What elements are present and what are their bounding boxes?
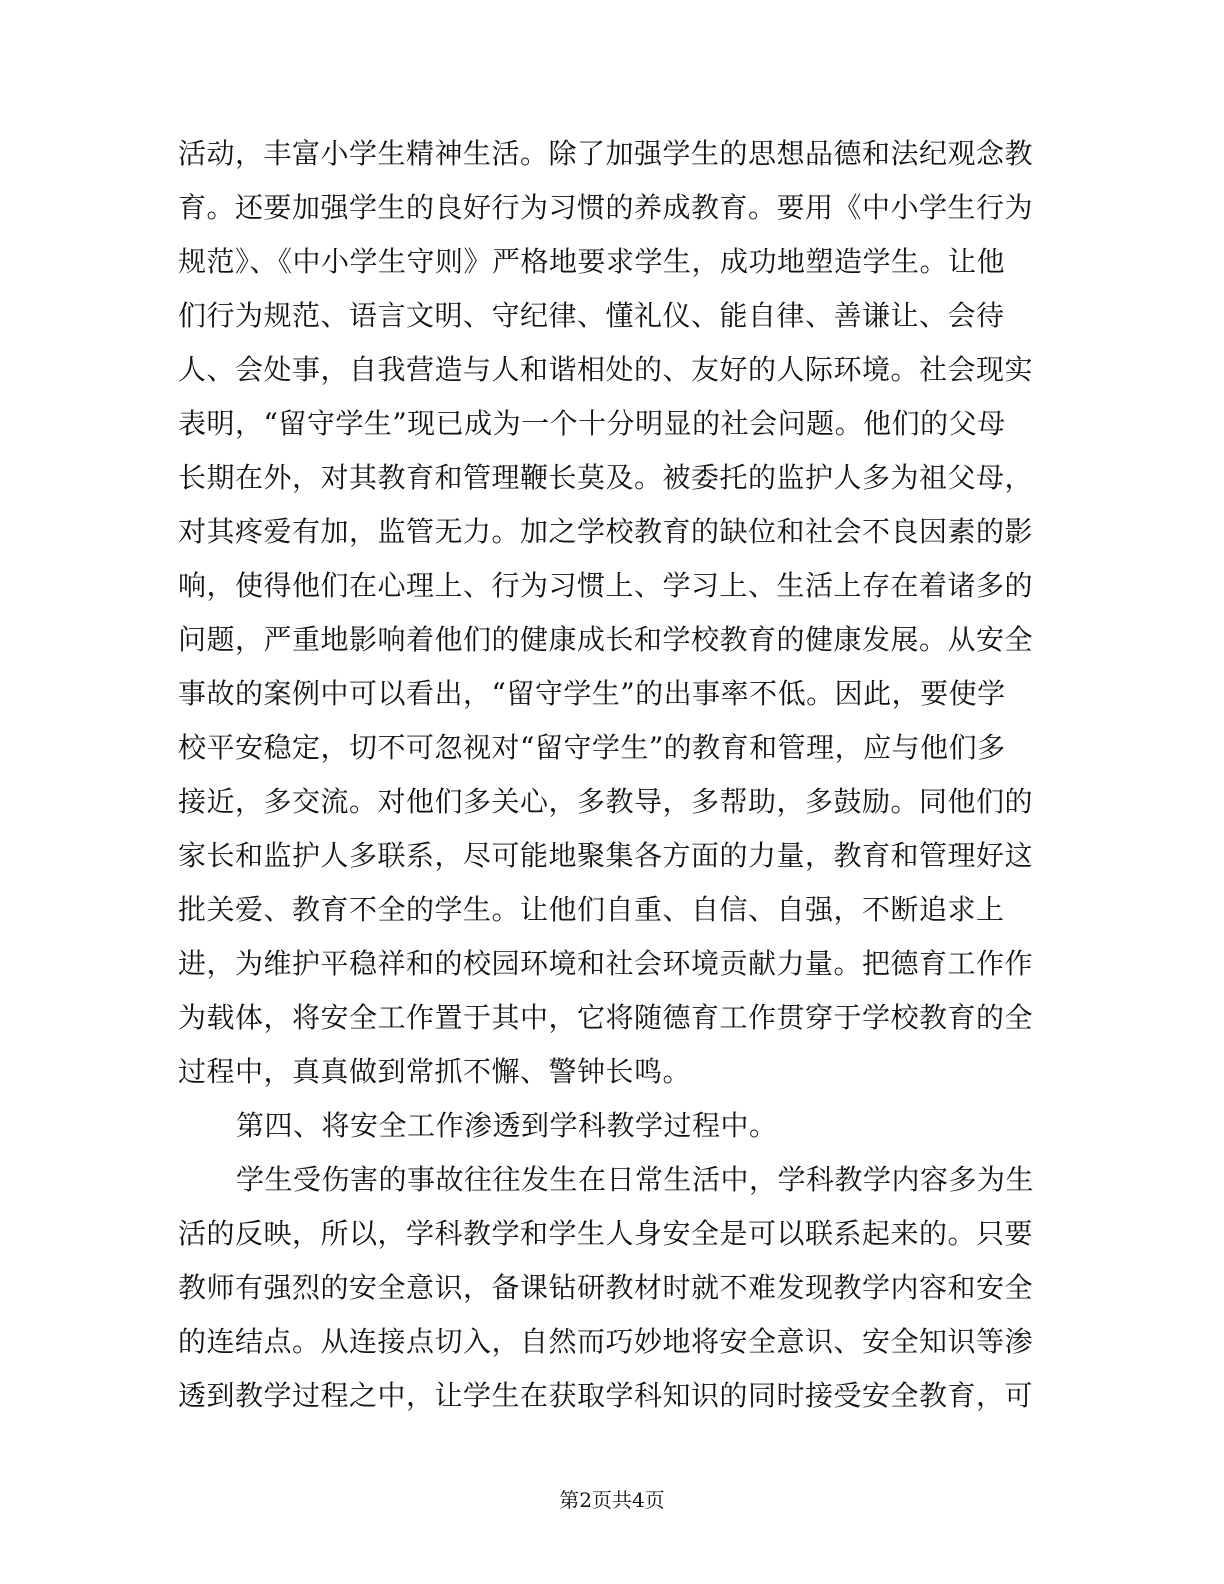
text-line: 过程中，真真做到常抓不懈、警钟长鸣。 [178,1055,692,1088]
text-line: 批关爱、教育不全的学生。让他们自重、自信、自强，不断追求上 [178,893,1005,926]
text-line: 响，使得他们在心理上、行为习惯上、学习上、生活上存在着诸多的 [178,569,1034,602]
page-number-footer: 第2页共4页 [559,1488,665,1512]
text-line: 规范》、《中小学生守则》严格地要求学生，成功地塑造学生。让他 [178,245,1006,278]
text-line: 育。还要加强学生的良好行为习惯的养成教育。要用《中小学生行为 [178,191,1034,224]
text-line: 家长和监护人多联系，尽可能地聚集各方面的力量，教育和管理好这 [178,839,1034,872]
text-line: 活动，丰富小学生精神生活。除了加强学生的思想品德和法纪观念教 [178,137,1034,170]
text-line: 进，为维护平稳祥和的校园环境和社会环境贡献力量。把德育工作作 [178,947,1034,980]
text-line: 们行为规范、语言文明、守纪律、懂礼仪、能自律、善谦让、会待 [178,299,1005,332]
text-line: 人、会处事，自我营造与人和谐相处的、友好的人际环境。社会现实 [178,353,1034,386]
text-line: 活的反映，所以，学科教学和学生人身安全是可以联系起来的。只要 [178,1217,1034,1250]
text-line: 表明，“留守学生”现已成为一个十分明显的社会问题。他们的父母 [178,407,1006,440]
text-line: 校平安稳定，切不可忽视对“留守学生”的教育和管理，应与他们多 [178,731,1006,764]
text-line: 事故的案例中可以看出，“留守学生”的出事率不低。因此，要使学 [178,677,1006,710]
text-line: 的连结点。从连接点切入，自然而巧妙地将安全意识、安全知识等渗 [178,1325,1034,1358]
section-heading: 第四、将安全工作渗透到学科教学过程中。 [236,1109,778,1142]
text-line: 学生受伤害的事故往往发生在日常生活中，学科教学内容多为生 [236,1163,1035,1196]
text-line: 为载体，将安全工作置于其中，它将随德育工作贯穿于学校教育的全 [178,1001,1034,1034]
text-line: 接近，多交流。对他们多关心，多教导，多帮助，多鼓励。同他们的 [178,785,1034,818]
text-line: 对其疼爱有加，监管无力。加之学校教育的缺位和社会不良因素的影 [178,515,1034,548]
text-line: 长期在外，对其教育和管理鞭长莫及。被委托的监护人多为祖父母， [178,461,1034,494]
text-line: 教师有强烈的安全意识，备课钻研教材时就不难发现教学内容和安全 [178,1271,1034,1304]
text-line: 透到教学过程之中，让学生在获取学科知识的同时接受安全教育，可 [178,1379,1034,1412]
text-line: 问题，严重地影响着他们的健康成长和学校教育的健康发展。从安全 [178,623,1034,656]
